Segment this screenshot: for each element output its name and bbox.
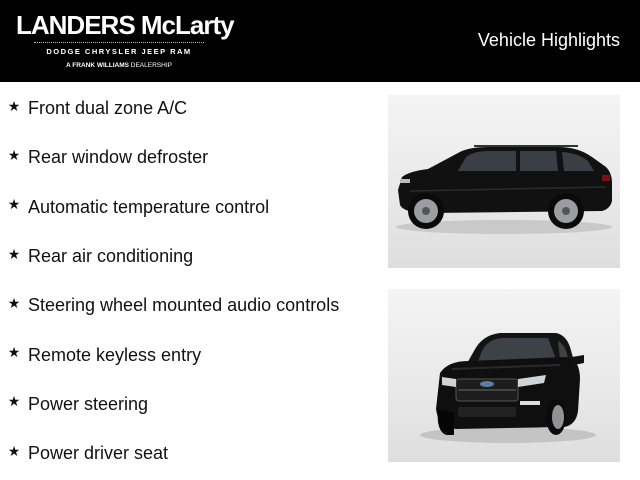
list-item bbox=[6, 133, 376, 182]
dealership-logo[interactable] bbox=[16, 10, 234, 74]
star-icon: ★ bbox=[7, 442, 21, 459]
star-icon: ★ bbox=[7, 344, 21, 361]
suv-front-icon bbox=[388, 289, 620, 462]
suv-side-icon bbox=[388, 95, 620, 268]
highlights-list bbox=[6, 84, 376, 478]
list-item bbox=[6, 84, 376, 133]
logo-wordmark: LANDERS McLarty bbox=[16, 10, 234, 40]
star-icon: ★ bbox=[7, 146, 21, 163]
logo-tagline bbox=[16, 62, 222, 69]
header-bar bbox=[0, 0, 640, 82]
highlight-label: Front dual zone A/C bbox=[28, 98, 188, 119]
highlight-label: Rear window defroster bbox=[28, 147, 209, 168]
star-icon: ★ bbox=[7, 97, 21, 114]
list-item bbox=[6, 183, 376, 232]
logo-tagline-prefix: A FRANK WILLIAMS bbox=[66, 62, 129, 69]
list-item bbox=[6, 330, 376, 379]
list-item bbox=[6, 281, 376, 330]
list-item bbox=[6, 232, 376, 281]
highlight-label: Steering wheel mounted audio controls bbox=[28, 295, 340, 316]
star-icon: ★ bbox=[7, 196, 21, 213]
highlight-label: Remote keyless entry bbox=[28, 344, 202, 365]
logo-brands: DODGE CHRYSLER JEEP RAM bbox=[46, 47, 192, 56]
logo-divider bbox=[34, 42, 204, 43]
vehicle-photo-side[interactable] bbox=[388, 95, 620, 268]
highlight-label: Power steering bbox=[28, 393, 149, 414]
logo-tagline-suffix: DEALERSHIP bbox=[130, 62, 172, 69]
page-title: Vehicle Highlights bbox=[477, 30, 620, 50]
vehicle-photo-front[interactable] bbox=[388, 289, 620, 462]
highlight-label: Automatic temperature control bbox=[28, 196, 270, 217]
star-icon: ★ bbox=[7, 393, 21, 410]
list-item bbox=[6, 380, 376, 429]
highlight-label: Rear air conditioning bbox=[28, 246, 194, 267]
highlight-label: Power driver seat bbox=[28, 443, 169, 464]
star-icon: ★ bbox=[7, 245, 21, 262]
list-item bbox=[6, 429, 376, 478]
star-icon: ★ bbox=[7, 294, 21, 311]
